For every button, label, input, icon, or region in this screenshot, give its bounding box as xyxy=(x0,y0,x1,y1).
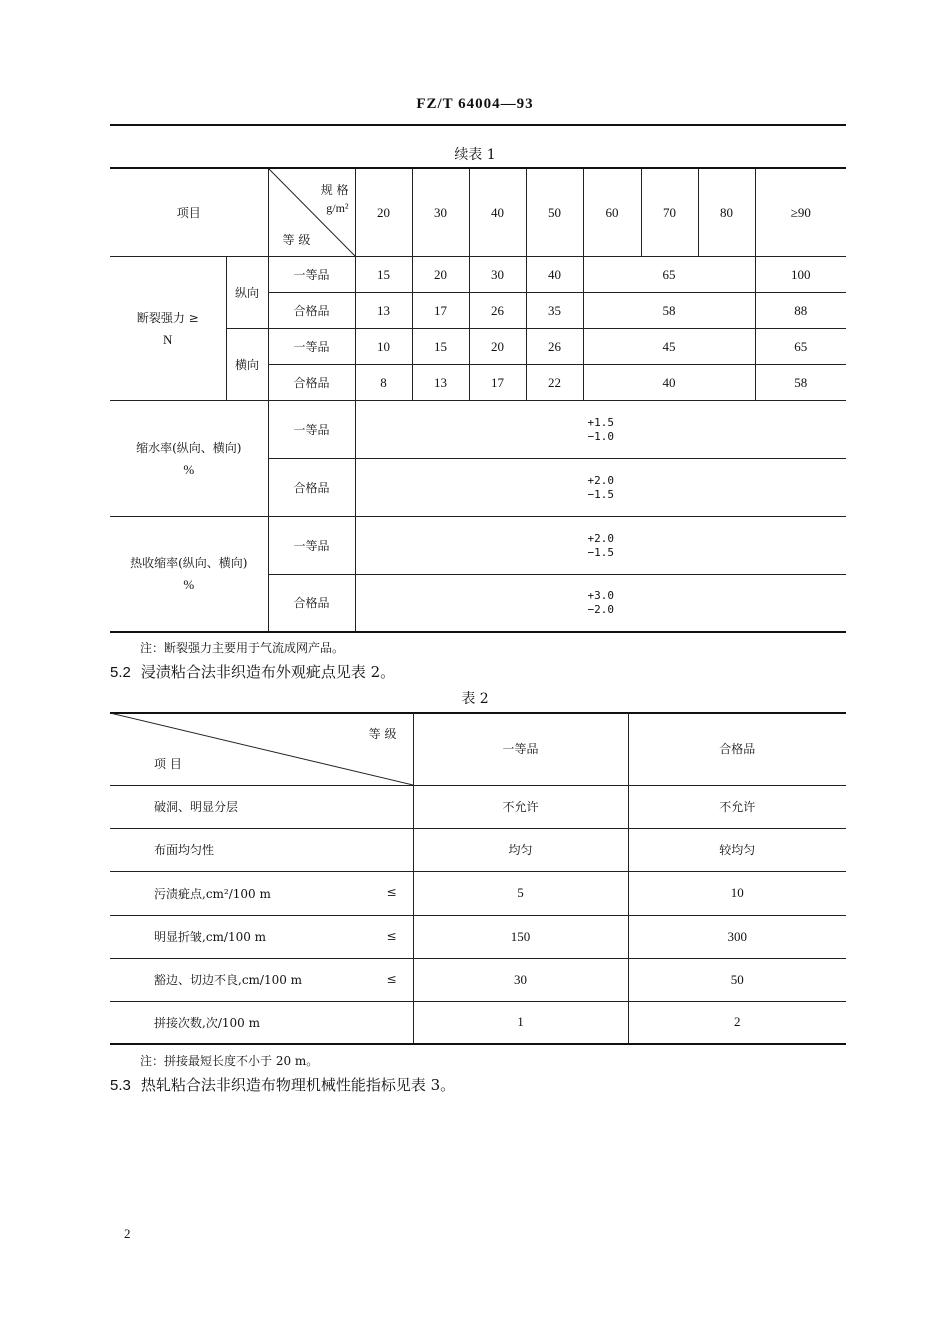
corner-spec: 规 格 xyxy=(320,183,349,197)
row-item-label: 明显折皱,cm/100 m xyxy=(154,930,267,944)
tolerance-cell xyxy=(355,401,846,459)
row-item xyxy=(110,785,413,828)
table-cell: 26 xyxy=(469,293,526,329)
table2-caption: 表 2 xyxy=(461,691,489,707)
col-header: 20 xyxy=(355,169,412,257)
table-cell: 2 xyxy=(628,1001,846,1044)
table-cell: 15 xyxy=(412,329,469,365)
row-item xyxy=(110,871,413,915)
table-cell: 65 xyxy=(755,329,846,365)
table-cell: 30 xyxy=(413,958,628,1001)
grade-label: 一等品 xyxy=(268,517,355,575)
table-cell: 58 xyxy=(583,293,755,329)
tolerance-plus: +1.5 xyxy=(587,415,615,429)
standard-code: FZ/T 64004—93 xyxy=(416,96,534,112)
tolerance-minus: −1.5 xyxy=(587,545,615,559)
section-5-2 xyxy=(110,661,395,682)
table-cell: 50 xyxy=(628,958,846,1001)
table-cell: 10 xyxy=(628,871,846,915)
table1-caption: 续表 1 xyxy=(454,147,496,163)
leq-sign: ≤ xyxy=(386,971,397,986)
table-cell: 65 xyxy=(583,257,755,293)
col-header: 80 xyxy=(698,169,755,257)
col-header-first: 一等品 xyxy=(413,713,628,785)
breaking-unit: N xyxy=(163,332,173,347)
breaking-label-cell xyxy=(110,257,226,401)
item-header: 项目 xyxy=(110,169,268,257)
corner-header-cell xyxy=(268,169,355,257)
tolerance-cell xyxy=(355,459,846,517)
header-rule xyxy=(110,124,846,126)
leq-sign: ≤ xyxy=(386,884,397,899)
leq-sign: ≤ xyxy=(386,928,397,943)
table-cell: 5 xyxy=(413,871,628,915)
table-cell: 300 xyxy=(628,915,846,958)
section-5-3 xyxy=(110,1074,455,1095)
table-cell: 10 xyxy=(355,329,412,365)
tolerance-plus: +2.0 xyxy=(587,473,615,487)
col-header: ≥90 xyxy=(755,169,846,257)
table-cell: 20 xyxy=(469,329,526,365)
table-cell: 40 xyxy=(583,365,755,401)
table2-corner-cell xyxy=(110,713,413,785)
shrink-heat-label-cell xyxy=(110,517,268,632)
grade-label: 一等品 xyxy=(268,401,355,459)
corner-unit: g/m² xyxy=(326,201,349,215)
section-text: 热轧粘合法非织造布物理机械性能指标见表 3。 xyxy=(140,1076,456,1094)
table-cell: 20 xyxy=(412,257,469,293)
row-item xyxy=(110,915,413,958)
shrink-water-unit: % xyxy=(183,462,195,477)
table2-corner-grade: 等 级 xyxy=(368,727,397,741)
row-item xyxy=(110,828,413,871)
table2 xyxy=(110,713,846,1045)
row-item-label: 豁边、切边不良,cm/100 m xyxy=(154,973,303,987)
col-header: 70 xyxy=(641,169,698,257)
col-header: 50 xyxy=(526,169,583,257)
corner-grade: 等 级 xyxy=(282,233,311,247)
table-row xyxy=(110,958,846,1001)
table1-top-rule xyxy=(110,167,846,169)
tolerance-cell xyxy=(355,575,846,632)
table-cell: 100 xyxy=(755,257,846,293)
grade-label: 合格品 xyxy=(268,365,355,401)
table-cell: 1 xyxy=(413,1001,628,1044)
table-row xyxy=(110,828,846,871)
tolerance-minus: −1.5 xyxy=(587,487,615,501)
tolerance-minus: −2.0 xyxy=(587,602,615,616)
row-item-label: 布面均匀性 xyxy=(154,843,215,857)
table1-note: 注：断裂强力主要用于气流成网产品。 xyxy=(140,641,345,655)
table-cell: 不允许 xyxy=(413,785,628,828)
grade-label: 一等品 xyxy=(268,257,355,293)
grade-label: 一等品 xyxy=(268,329,355,365)
table2-note: 注：拼接最短长度不小于 20 m。 xyxy=(140,1054,319,1068)
shrink-water-label-cell xyxy=(110,401,268,517)
grade-label: 合格品 xyxy=(268,575,355,632)
col-header-pass: 合格品 xyxy=(628,713,846,785)
table-cell: 8 xyxy=(355,365,412,401)
table-row xyxy=(110,915,846,958)
table-cell: 150 xyxy=(413,915,628,958)
table-cell: 17 xyxy=(469,365,526,401)
section-number: 5.3 xyxy=(110,1077,131,1094)
row-item-label: 拼接次数,次/100 m xyxy=(154,1015,260,1030)
corner-diagonal xyxy=(110,713,413,785)
table-cell: 17 xyxy=(412,293,469,329)
shrink-water-label: 缩水率(纵向、横向) xyxy=(136,441,242,455)
table-cell: 40 xyxy=(526,257,583,293)
trans-dir-label: 横向 xyxy=(226,329,268,401)
section-number: 5.2 xyxy=(110,664,131,681)
table-cell: 58 xyxy=(755,365,846,401)
grade-label: 合格品 xyxy=(268,293,355,329)
tolerance-cell xyxy=(355,517,846,575)
table-cell: 不允许 xyxy=(628,785,846,828)
table-cell: 26 xyxy=(526,329,583,365)
table-cell: 35 xyxy=(526,293,583,329)
table-cell: 均匀 xyxy=(413,828,628,871)
long-dir-label: 纵向 xyxy=(226,257,268,329)
table-cell: 13 xyxy=(355,293,412,329)
row-item xyxy=(110,958,413,1001)
table-cell: 22 xyxy=(526,365,583,401)
section-text: 浸渍粘合法非织造布外观疵点见表 2。 xyxy=(140,663,396,681)
breaking-label: 断裂强力 ≥ xyxy=(136,311,199,325)
table-row xyxy=(110,785,846,828)
table1 xyxy=(110,168,846,633)
row-item xyxy=(110,1001,413,1044)
tolerance-plus: +2.0 xyxy=(587,531,615,545)
table-cell: 13 xyxy=(412,365,469,401)
table-cell: 15 xyxy=(355,257,412,293)
shrink-heat-unit: % xyxy=(183,577,195,593)
table-cell: 30 xyxy=(469,257,526,293)
table2-corner-item: 项 目 xyxy=(154,757,182,771)
col-header: 40 xyxy=(469,169,526,257)
page-number: 2 xyxy=(124,1226,131,1241)
table-cell: 45 xyxy=(583,329,755,365)
table-row xyxy=(110,871,846,915)
table-row xyxy=(110,1001,846,1044)
table-cell: 较均匀 xyxy=(628,828,846,871)
table-cell: 88 xyxy=(755,293,846,329)
grade-label: 合格品 xyxy=(268,459,355,517)
row-item-label: 破洞、明显分层 xyxy=(154,800,239,814)
row-item-label: 污渍疵点,cm²/100 m xyxy=(154,886,271,901)
tolerance-plus: +3.0 xyxy=(587,588,615,602)
shrink-heat-label: 热收缩率(纵向、横向) xyxy=(130,556,248,571)
tolerance-minus: −1.0 xyxy=(587,429,615,443)
col-header: 60 xyxy=(583,169,641,257)
col-header: 30 xyxy=(412,169,469,257)
